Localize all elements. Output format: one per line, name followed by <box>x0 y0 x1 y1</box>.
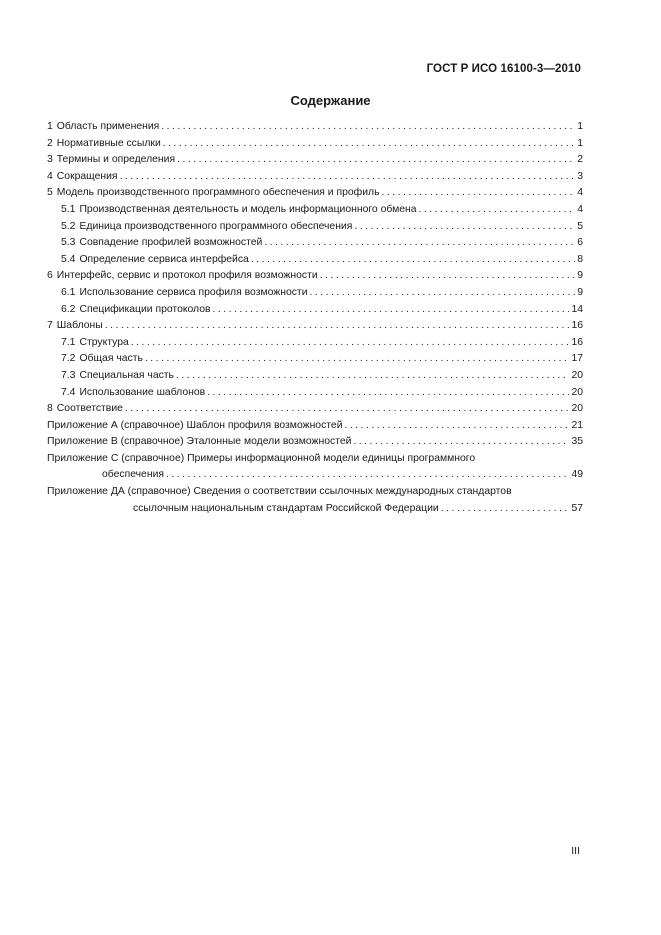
toc-entry-page: 20 <box>571 369 583 381</box>
toc-entry-page: 35 <box>571 436 583 448</box>
toc-entry-number: 5.3 <box>61 237 76 249</box>
toc-entry-page: 1 <box>577 137 583 149</box>
toc-entry-number: 7.2 <box>61 353 76 365</box>
toc-entry-label: Шаблоны <box>56 320 103 332</box>
toc-entry-number: 7.1 <box>61 336 76 348</box>
dot-leader <box>382 185 576 202</box>
toc-entry[interactable] <box>47 418 583 435</box>
toc-entry[interactable] <box>47 119 583 136</box>
toc-entry[interactable] <box>47 368 583 385</box>
document-id: ГОСТ Р ИСО 16100-3—2010 <box>426 63 581 75</box>
dot-leader <box>166 467 569 484</box>
toc-entry-number: 5.4 <box>61 253 76 265</box>
toc-entry-label: Спецификации протоколов <box>79 303 211 315</box>
toc-entry[interactable] <box>47 202 583 219</box>
toc-entry[interactable] <box>47 268 583 285</box>
toc-entry-title <box>47 268 318 285</box>
toc-entry-label-continued: обеспечения <box>102 469 165 481</box>
page-number: III <box>571 845 580 857</box>
toc-entry[interactable] <box>47 169 583 186</box>
toc-entry-page: 5 <box>577 220 583 232</box>
toc-entry-page: 16 <box>571 336 583 348</box>
toc-entry-label-continued: ссылочным национальным стандартам Российской Федерации <box>133 502 439 514</box>
toc-entry[interactable] <box>47 318 583 335</box>
toc-entry-number: 7.3 <box>61 369 76 381</box>
toc-entry-page: 6 <box>577 237 583 249</box>
toc-entry-label: Область применения <box>56 121 160 132</box>
toc-entry-label: Общая часть <box>79 353 143 365</box>
toc-entry-title <box>61 335 129 352</box>
dot-leader <box>264 235 575 252</box>
toc-entry-page: 3 <box>577 170 583 182</box>
toc-entry-number: 7.4 <box>61 386 76 398</box>
dot-leader <box>161 119 575 136</box>
toc-entry-page: 8 <box>577 253 583 265</box>
dot-leader <box>177 152 575 169</box>
dot-leader <box>105 318 570 335</box>
dot-leader <box>131 335 570 352</box>
dot-leader <box>320 268 576 285</box>
toc-entry-title <box>47 418 343 435</box>
toc-entry-label: Специальная часть <box>79 369 174 381</box>
toc-entry-appendix-c[interactable] <box>47 451 583 484</box>
toc-entry-page: 9 <box>577 286 583 298</box>
toc-entry-number: 7 <box>47 320 53 332</box>
toc-entry-title <box>61 252 249 269</box>
toc-entry-title <box>61 385 205 402</box>
toc-entry-label: Приложение ДА (справочное) Сведения о соответствии ссылочных международных стандартов <box>47 486 512 498</box>
toc-entry[interactable] <box>47 136 583 153</box>
toc-entry-title <box>61 219 352 236</box>
toc-entry[interactable] <box>47 152 583 169</box>
toc-entry-number: 6 <box>47 270 53 282</box>
toc-entry[interactable] <box>47 385 583 402</box>
dot-leader <box>176 368 569 385</box>
toc-entry-title <box>61 202 417 219</box>
dot-leader <box>419 202 576 219</box>
toc-entry-label: Единица производственного программного обеспечения <box>79 220 353 232</box>
dot-leader <box>441 501 570 518</box>
toc-entry[interactable] <box>47 285 583 302</box>
toc-entry-label: Приложение В (справочное) Эталонные модели возможностей <box>47 436 352 448</box>
toc-entry-page: 17 <box>571 353 583 365</box>
toc-entry-title <box>47 169 118 186</box>
toc-entry-page: 2 <box>577 154 583 166</box>
toc-entry-title <box>47 185 380 202</box>
toc-entry-page: 20 <box>571 403 583 415</box>
dot-leader <box>345 418 570 435</box>
dot-leader <box>125 401 570 418</box>
toc-entry-title <box>61 368 174 385</box>
dot-leader <box>213 302 570 319</box>
dot-leader <box>145 351 570 368</box>
toc-entry-appendix-da[interactable] <box>47 484 583 517</box>
toc-entry-label: Термины и определения <box>56 154 176 166</box>
toc-entry-label: Производственная деятельность и модель информационного обмена <box>79 203 417 215</box>
toc-entry[interactable] <box>47 185 583 202</box>
dot-leader <box>353 434 569 451</box>
toc-entry-title <box>47 152 175 169</box>
toc-entry-label: Совпадение профилей возможностей <box>79 237 263 249</box>
toc-entry-label: Приложение А (справочное) Шаблон профиля возможностей <box>47 419 343 431</box>
toc-entry-label: Использование сервиса профиля возможности <box>79 286 308 298</box>
toc-entry-label: Нормативные ссылки <box>56 137 161 149</box>
toc-entry-label: Интерфейс, сервис и протокол профиля возможности <box>56 270 318 282</box>
toc-entry[interactable] <box>47 335 583 352</box>
toc-entry[interactable] <box>47 351 583 368</box>
toc-entry-title <box>47 136 161 153</box>
toc-entry-label: Определение сервиса интерфейса <box>79 253 249 265</box>
toc-entry-page: 20 <box>571 386 583 398</box>
toc-entry-title <box>61 285 308 302</box>
toc-entry[interactable] <box>47 434 583 451</box>
toc-entry[interactable] <box>47 235 583 252</box>
toc-entry-number: 5.2 <box>61 220 76 232</box>
toc-rows <box>47 119 583 451</box>
toc-entry-page: 16 <box>571 320 583 332</box>
toc-entry-number: 5 <box>47 187 53 199</box>
dot-leader <box>251 252 575 269</box>
toc-entry-page: 9 <box>577 270 583 282</box>
toc-entry-label: Сокращения <box>56 170 118 182</box>
toc-entry-label: Соответствие <box>56 403 123 415</box>
toc-entry-number: 6.2 <box>61 303 76 315</box>
toc-entry-title <box>47 401 123 418</box>
toc-entry-page: 14 <box>571 303 583 315</box>
toc-entry[interactable] <box>47 252 583 269</box>
toc-entry-number: 1 <box>47 121 53 132</box>
toc-entry-label: Модель производственного программного обеспечения и профиль <box>56 187 380 199</box>
toc-entry-page: 57 <box>571 502 583 514</box>
dot-leader <box>120 169 576 186</box>
toc-entry-label: Приложение С (справочное) Примеры информационной модели единицы программного <box>47 452 476 464</box>
toc-entry-number: 8 <box>47 403 53 415</box>
toc-entry-title <box>61 351 143 368</box>
toc-entry-page: 4 <box>577 203 583 215</box>
toc-entry-number: 2 <box>47 137 53 149</box>
toc-entry-page: 49 <box>571 469 583 481</box>
toc-entry[interactable] <box>47 401 583 418</box>
toc-entry-label: Структура <box>79 336 129 348</box>
toc-entry-title <box>61 302 211 319</box>
table-of-contents <box>47 119 583 517</box>
toc-entry-number: 3 <box>47 154 53 166</box>
toc-entry-number: 5.1 <box>61 203 76 215</box>
toc-entry-title <box>47 318 103 335</box>
dot-leader <box>163 136 575 153</box>
toc-entry-number: 6.1 <box>61 286 76 298</box>
dot-leader <box>354 219 575 236</box>
toc-entry[interactable] <box>47 302 583 319</box>
toc-entry-page: 1 <box>577 121 583 132</box>
toc-entry-number: 4 <box>47 170 53 182</box>
page-title: Содержание <box>290 93 371 108</box>
toc-entry-page: 4 <box>577 187 583 199</box>
toc-entry-page: 21 <box>571 419 583 431</box>
toc-entry-title <box>47 434 351 451</box>
dot-leader <box>207 385 569 402</box>
dot-leader <box>310 285 576 302</box>
toc-entry-title <box>61 235 262 252</box>
toc-entry-label: Использование шаблонов <box>79 386 206 398</box>
toc-entry-title <box>47 119 159 136</box>
toc-entry[interactable] <box>47 219 583 236</box>
